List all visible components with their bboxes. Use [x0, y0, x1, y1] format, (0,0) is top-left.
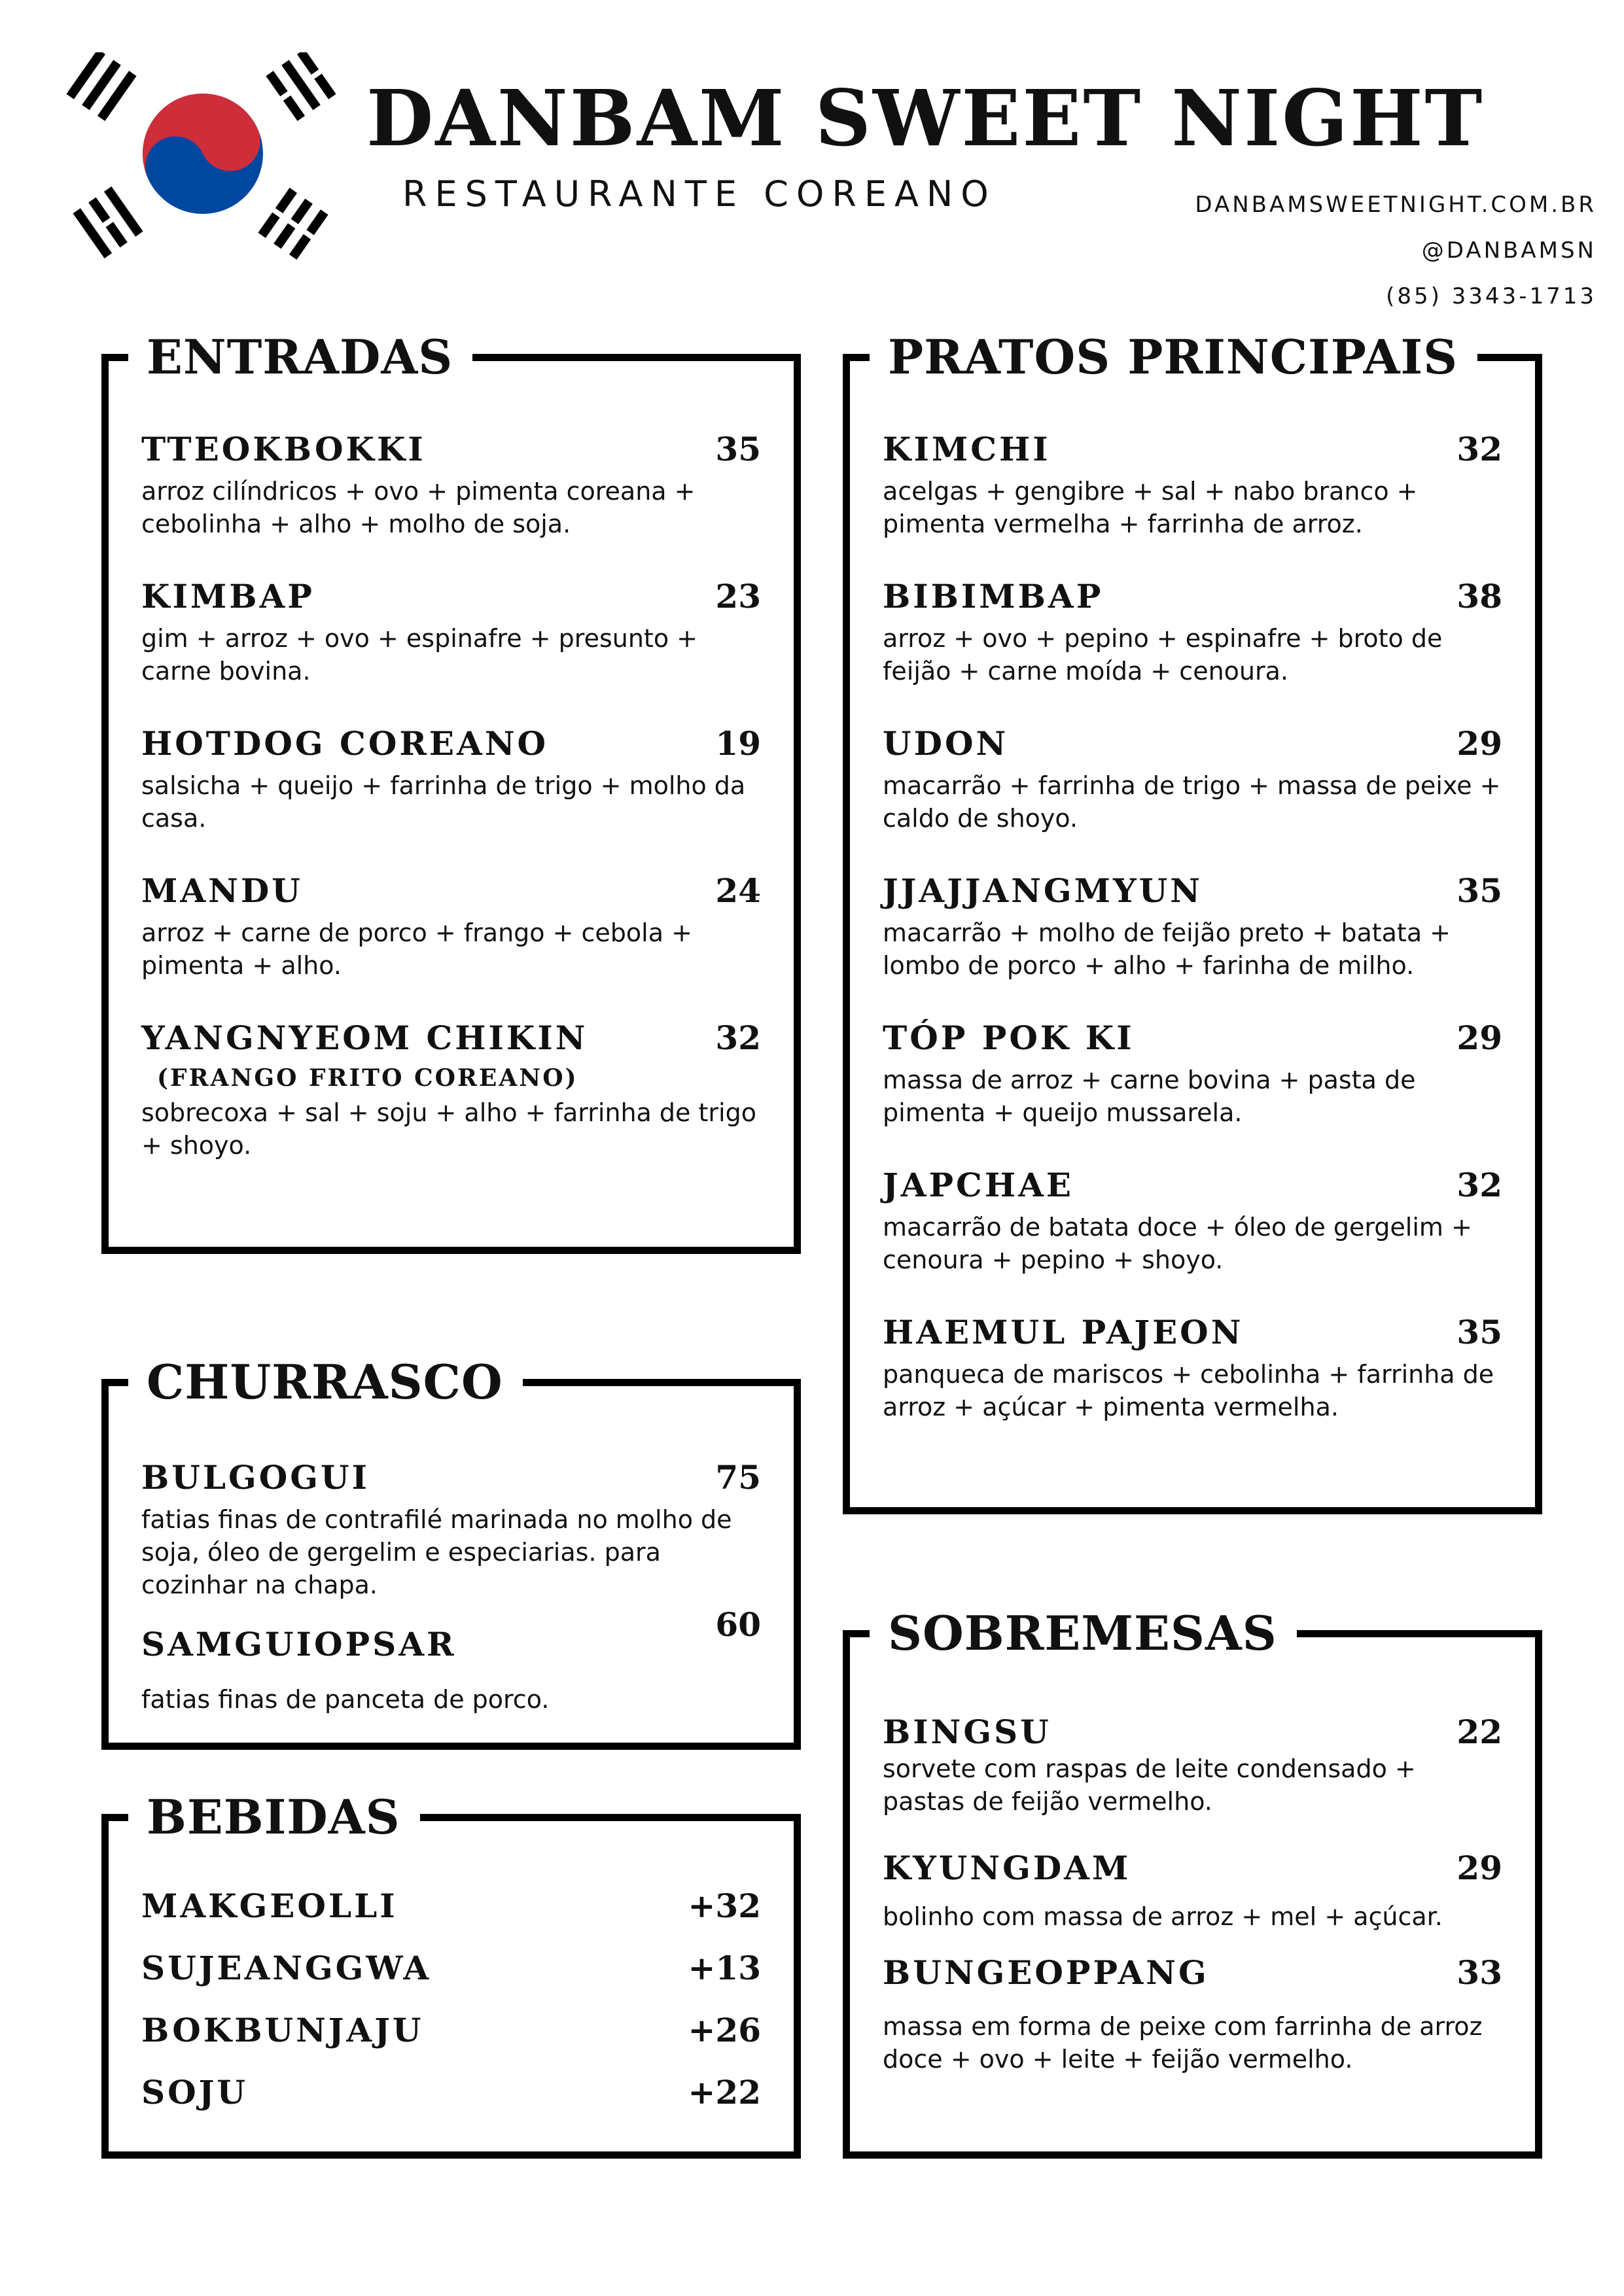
item-description: sobrecoxa + sal + soju + alho + farrinha de trigo + shoyo.: [141, 1098, 756, 1160]
menu-item: [141, 430, 761, 540]
menu-item: [883, 871, 1502, 982]
item-price: 32: [1456, 430, 1502, 468]
phone-number[interactable]: (85) 3343-1713: [1386, 283, 1597, 309]
item-name: YANGNYEOM CHIKIN: [141, 1018, 588, 1057]
drink-item: [141, 1949, 761, 1987]
menu-item: [141, 724, 761, 835]
item-price: 32: [715, 1018, 761, 1057]
item-name: SUJEANGGWA: [141, 1949, 432, 1987]
korean-flag-logo: [65, 52, 340, 268]
menu-item: [883, 1849, 1502, 1933]
item-name: TÓP POK KI: [883, 1018, 1135, 1057]
item-description: acelgas + gengibre + sal + nabo branco + pimenta vermelha + farrinha de arroz.: [883, 477, 1418, 538]
item-description: arroz + ovo + pepino + espinafre + broto de feijão + carne moída + cenoura.: [883, 624, 1443, 686]
item-name: TTEOKBOKKI: [141, 430, 426, 468]
item-description: arroz cilíndricos + ovo + pimenta coreana + cebolinha + alho + molho de soja.: [141, 477, 696, 538]
menu-item: [883, 430, 1502, 540]
item-price: 32: [1456, 1166, 1502, 1204]
item-name: BOKBUNJAJU: [141, 2011, 424, 2049]
item-price: 35: [1456, 1313, 1502, 1351]
entradas-title: ENTRADAS: [128, 334, 472, 381]
menu-item: [141, 1605, 761, 1716]
item-name: BUNGEOPPANG: [883, 1953, 1209, 1992]
item-description: salsicha + queijo + farrinha de trigo + molho da casa.: [141, 771, 746, 833]
item-price: 24: [715, 871, 761, 910]
restaurant-subtitle: RESTAURANTE COREANO: [402, 173, 997, 215]
bebidas-section: [101, 1789, 801, 2159]
menu-item: [883, 1713, 1502, 1818]
item-description: gim + arroz + ovo + espinafre + presunto + carne bovina.: [141, 624, 697, 686]
drink-item: [141, 1887, 761, 1925]
item-price: 29: [1456, 1849, 1502, 1887]
item-description: arroz + carne de porco + frango + cebola + pimenta + alho.: [141, 918, 692, 980]
item-description: massa de arroz + carne bovina + pasta de pimenta + queijo mussarela.: [883, 1066, 1416, 1127]
item-description: macarrão + molho de feijão preto + batata + lombo de porco + alho + farinha de milho.: [883, 918, 1451, 980]
item-price: +32: [688, 1887, 761, 1925]
menu-item: [883, 1166, 1502, 1276]
item-description: bolinho com massa de arroz + mel + açúcar.: [883, 1902, 1443, 1931]
item-name: JAPCHAE: [883, 1166, 1074, 1204]
item-name: KIMBAP: [141, 577, 315, 616]
item-name: JJAJJANGMYUN: [883, 871, 1203, 910]
item-subtitle: (FRANGO FRITO COREANO): [157, 1064, 578, 1092]
item-price: 38: [1456, 577, 1502, 616]
churrasco-section: [101, 1354, 801, 1750]
item-name: MANDU: [141, 871, 303, 910]
bebidas-title: BEBIDAS: [128, 1794, 420, 1841]
drink-item: [141, 2073, 761, 2112]
churrasco-title: CHURRASCO: [128, 1359, 523, 1406]
item-description: panqueca de mariscos + cebolinha + farrinha de arroz + açúcar + pimenta vermelha.: [883, 1360, 1494, 1421]
item-name: SOJU: [141, 2073, 248, 2112]
item-name: MAKGEOLLI: [141, 1887, 398, 1925]
item-description: macarrão de batata doce + óleo de gergelim + cenoura + pepino + shoyo.: [883, 1213, 1472, 1274]
item-price: 22: [1456, 1713, 1502, 1751]
item-price: +13: [688, 1949, 761, 1987]
item-price: +22: [688, 2073, 761, 2112]
item-name: BULGOGUI: [141, 1458, 370, 1497]
menu-item: [883, 724, 1502, 835]
item-price: 75: [715, 1458, 761, 1497]
menu-item: [883, 1953, 1502, 2076]
pratos-principais-title: PRATOS PRINCIPAIS: [870, 334, 1477, 381]
item-price: +26: [688, 2011, 761, 2049]
item-name: BINGSU: [883, 1713, 1051, 1751]
sobremesas-section: [843, 1605, 1542, 2159]
item-description: macarrão + farrinha de trigo + massa de peixe + caldo de shoyo.: [883, 771, 1501, 833]
menu-item: [883, 577, 1502, 687]
item-name: HOTDOG COREANO: [141, 724, 549, 763]
sobremesas-title: SOBREMESAS: [870, 1610, 1297, 1657]
item-price: 29: [1456, 1018, 1502, 1057]
item-price: 35: [1456, 871, 1502, 910]
menu-item: [141, 1018, 761, 1162]
item-name: KYUNGDAM: [883, 1849, 1131, 1887]
item-description: sorvete com raspas de leite condensado + pastas de feijão vermelho.: [883, 1754, 1416, 1816]
item-description: fatias finas de panceta de porco.: [141, 1685, 550, 1714]
item-price: 23: [715, 577, 761, 616]
item-name: KIMCHI: [883, 430, 1051, 468]
menu-item: [141, 871, 761, 982]
entradas-section: [101, 329, 801, 1254]
website-link[interactable]: DANBAMSWEETNIGHT.COM.BR: [1195, 192, 1597, 218]
restaurant-title: DANBAM SWEET NIGHT: [366, 73, 1485, 164]
menu-item: [141, 577, 761, 687]
item-price: 35: [715, 430, 761, 468]
item-price: 29: [1456, 724, 1502, 763]
item-price: 60: [715, 1605, 761, 1644]
item-name: SAMGUIOPSAR: [141, 1625, 457, 1663]
drink-item: [141, 2011, 761, 2049]
instagram-handle[interactable]: @DANBAMSN: [1421, 237, 1597, 264]
item-name: BIBIMBAP: [883, 577, 1104, 616]
item-name: HAEMUL PAJEON: [883, 1313, 1244, 1351]
item-description: massa em forma de peixe com farrinha de arroz doce + ovo + leite + feijão vermelho.: [883, 2012, 1483, 2074]
item-name: UDON: [883, 724, 1009, 763]
item-price: 33: [1456, 1953, 1502, 1992]
menu-item: [883, 1313, 1502, 1423]
item-price: 19: [715, 724, 761, 763]
menu-item: [141, 1458, 761, 1601]
menu-item: [883, 1018, 1502, 1129]
item-description: fatias finas de contrafilé marinada no molho de soja, óleo de gergelim e especiarias. para cozinhar na chapa.: [141, 1505, 732, 1599]
pratos-principais-section: [843, 329, 1542, 1514]
